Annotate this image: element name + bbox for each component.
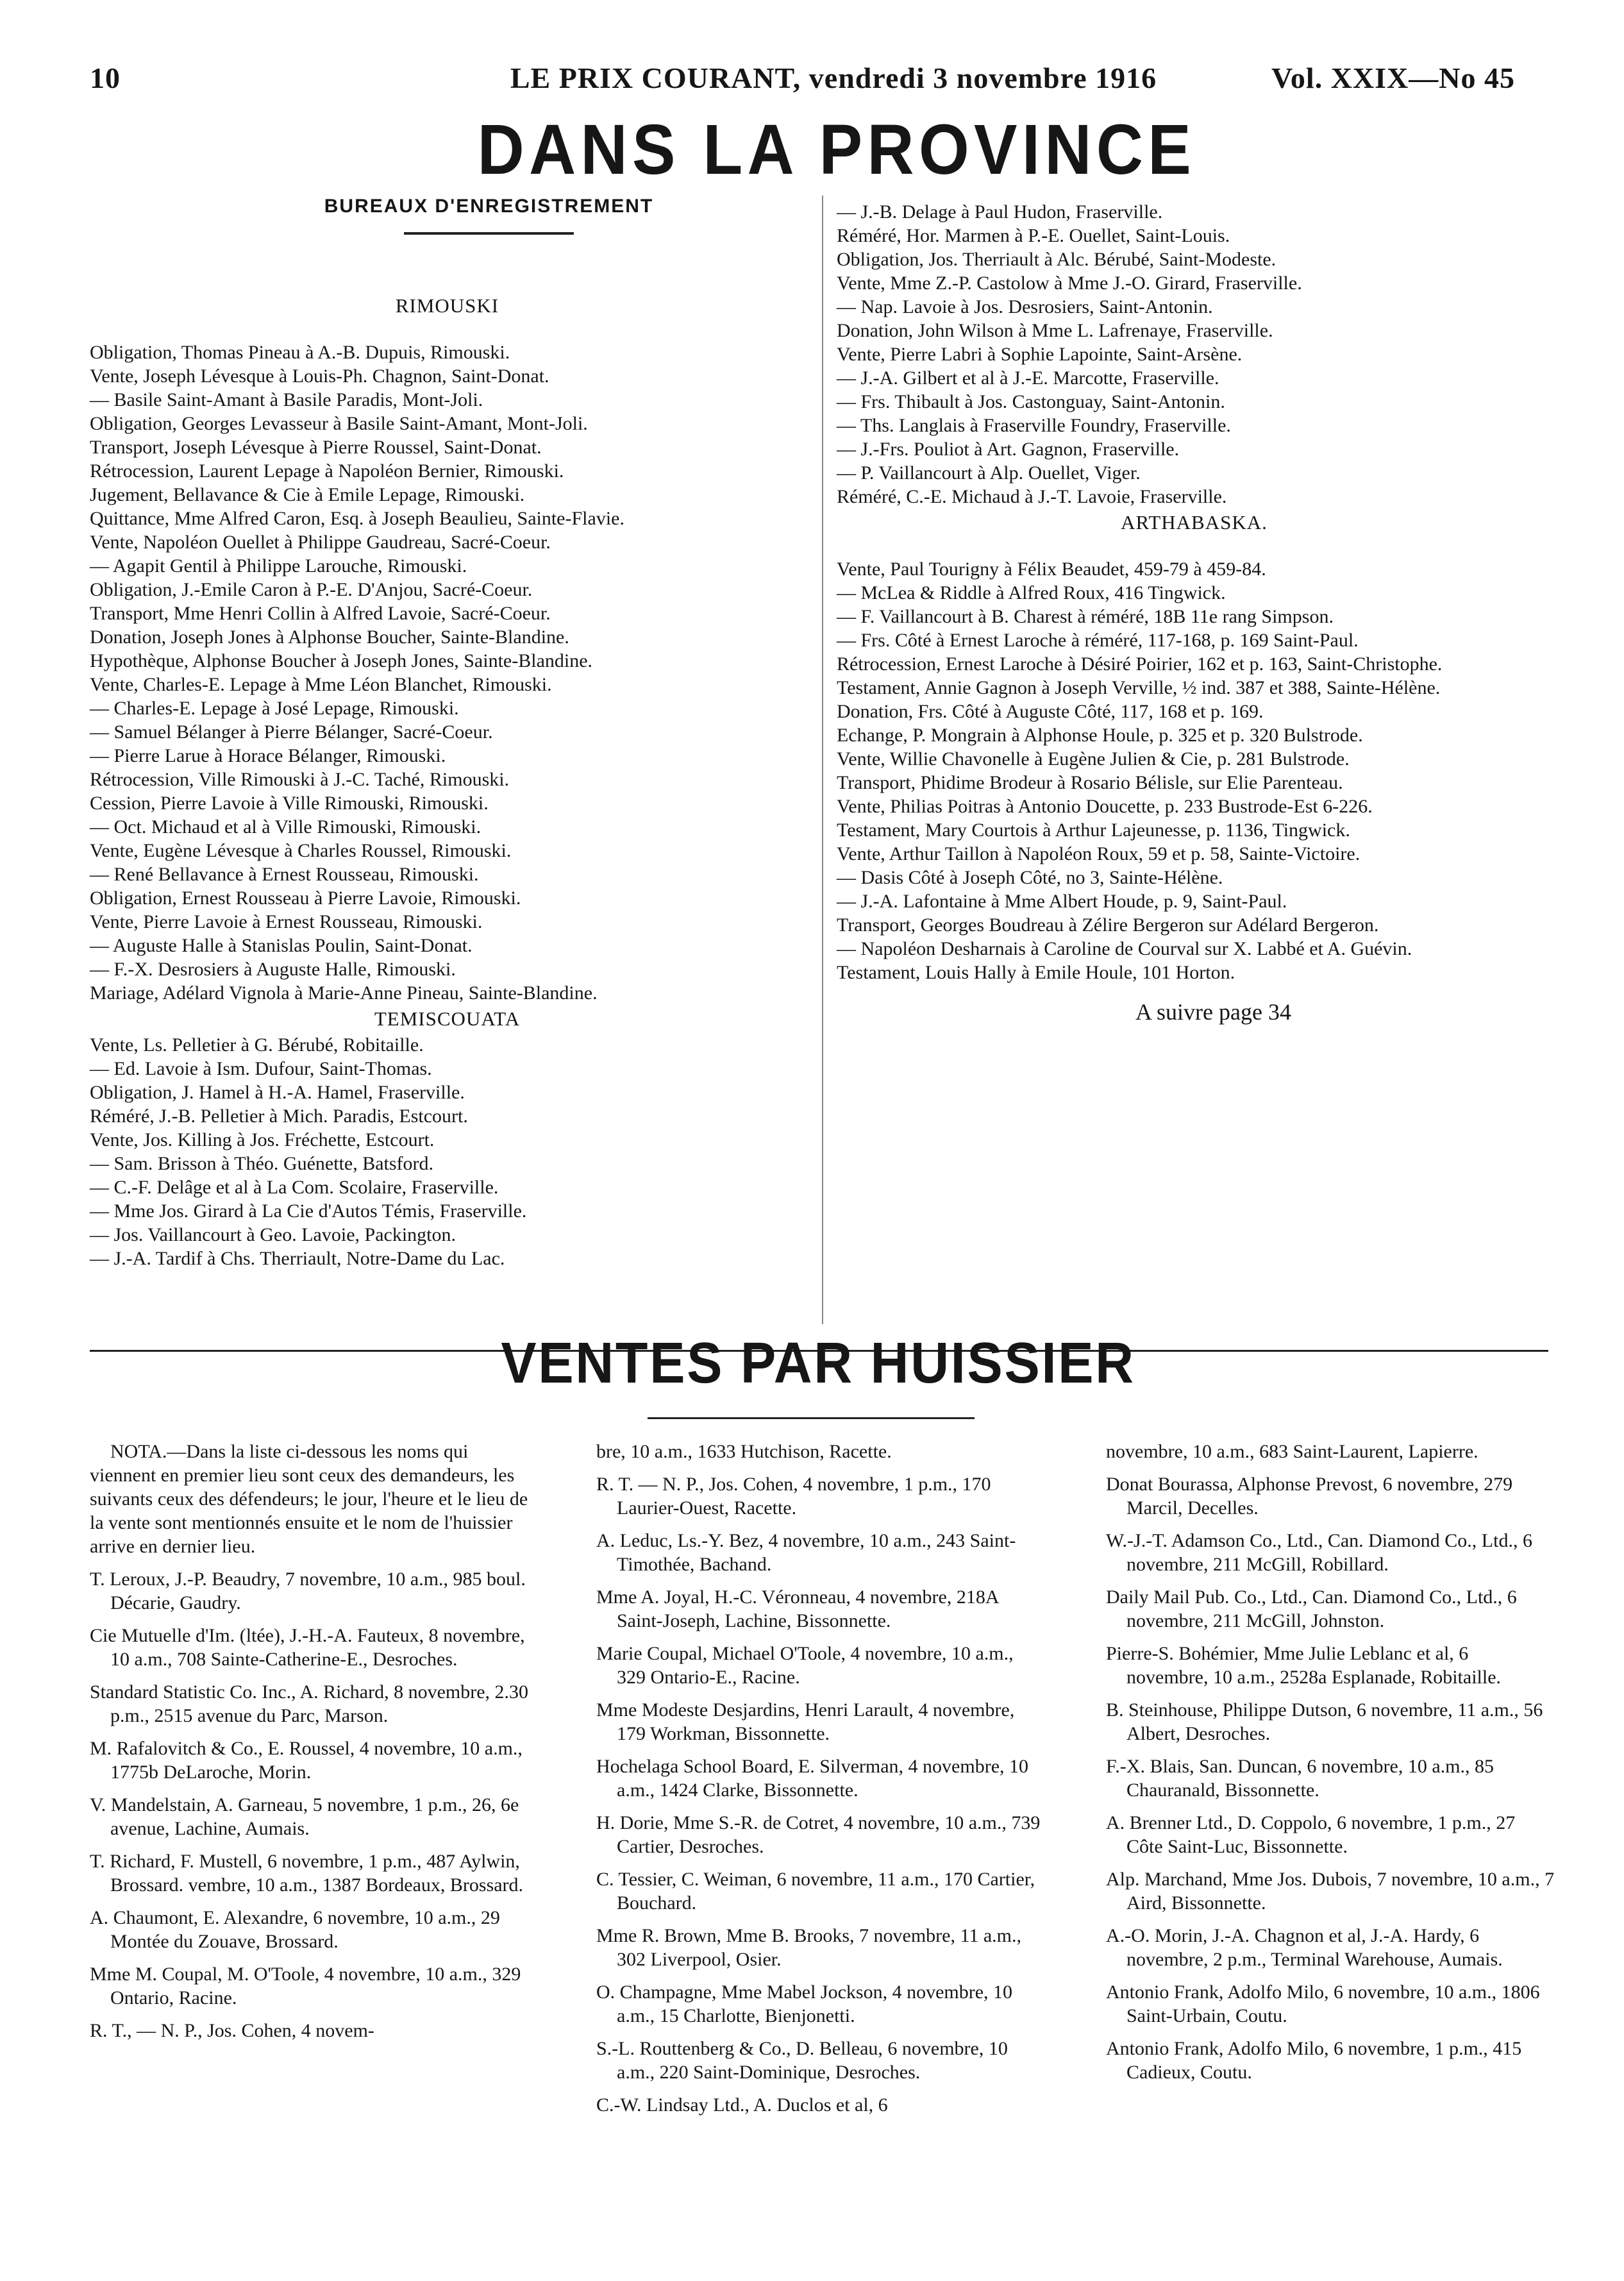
continued-notice: A suivre page 34: [1135, 999, 1291, 1025]
region-heading: TEMISCOUATA: [374, 1007, 521, 1030]
registry-entry: — Napoléon Desharnais à Caroline de Courval sur X. Labbé et A. Guévin.: [837, 938, 1412, 959]
registry-entry: Vente, Philias Poitras à Antonio Doucette, p. 233 Bustrode-Est 6-226.: [837, 796, 1373, 817]
registry-entry: Obligation, Ernest Rousseau à Pierre Lavoie, Rimouski.: [90, 888, 521, 909]
registry-entry: Transport, Mme Henri Collin à Alfred Lavoie, Sacré-Coeur.: [90, 603, 551, 624]
registry-entry: Hypothèque, Alphonse Boucher à Joseph Jones, Sainte-Blandine.: [90, 650, 593, 671]
registry-entry: — Charles-E. Lepage à José Lepage, Rimouski.: [90, 698, 459, 719]
ventes-title: VENTES PAR HUISSIER: [501, 1331, 1135, 1395]
sale-entry: Mme M. Coupal, M. O'Toole, 4 novembre, 10 a.m., 329 Ontario, Racine.: [90, 1964, 521, 2008]
registry-entry: — J.-Frs. Pouliot à Art. Gagnon, Fraserville.: [837, 439, 1180, 460]
registry-entry: Obligation, Georges Levasseur à Basile Saint-Amant, Mont-Joli.: [90, 413, 588, 434]
registry-entry: — René Bellavance à Ernest Rousseau, Rimouski.: [90, 864, 479, 885]
registry-entry: — Dasis Côté à Joseph Côté, no 3, Sainte-Hélène.: [837, 867, 1223, 888]
registry-entry: Testament, Louis Hally à Emile Houle, 101 Horton.: [837, 962, 1235, 983]
column-left: [90, 292, 805, 1270]
registry-entry: — Nap. Lavoie à Jos. Desrosiers, Saint-Antonin.: [837, 296, 1213, 317]
registry-entry: Echange, P. Mongrain à Alphonse Houle, p. 325 et p. 320 Bulstrode.: [837, 725, 1363, 746]
registry-entry: Vente, Arthur Taillon à Napoléon Roux, 59 et p. 58, Sainte-Victoire.: [837, 843, 1360, 864]
registry-entry: Vente, Charles-E. Lepage à Mme Léon Blanchet, Rimouski.: [90, 674, 552, 695]
registry-entry: Réméré, Hor. Marmen à P.-E. Ouellet, Saint-Louis.: [837, 225, 1230, 246]
registry-entry: Vente, Mme Z.-P. Castolow à Mme J.-O. Girard, Fraserville.: [837, 273, 1302, 294]
sale-entry: H. Dorie, Mme S.-R. de Cotret, 4 novembre, 10 a.m., 739 Cartier, Desroches.: [596, 1812, 1041, 1857]
registry-entry: — P. Vaillancourt à Alp. Ouellet, Viger.: [837, 462, 1141, 484]
sale-entry: Cie Mutuelle d'Im. (ltée), J.-H.-A. Fauteux, 8 novembre, 10 a.m., 708 Sainte-Catherine-E., Desroches.: [90, 1625, 525, 1670]
column-divider: [822, 196, 823, 1324]
sale-entry: Daily Mail Pub. Co., Ltd., Can. Diamond Co., Ltd., 6 novembre, 211 McGill, Johnston.: [1106, 1587, 1517, 1631]
sale-entry: Mme R. Brown, Mme B. Brooks, 7 novembre, 11 a.m., 302 Liverpool, Osier.: [596, 1925, 1022, 1970]
sale-entry: R. T., — N. P., Jos. Cohen, 4 novem-: [90, 2020, 374, 2041]
registry-entry: — Agapit Gentil à Philippe Larouche, Rimouski.: [90, 555, 467, 577]
registry-entry: Vente, Willie Chavonelle à Eugène Julien & Cie, p. 281 Bulstrode.: [837, 748, 1350, 770]
sale-entry: S.-L. Routtenberg & Co., D. Belleau, 6 novembre, 10 a.m., 220 Saint-Dominique, Desroches.: [596, 2038, 1008, 2083]
registry-entry: Transport, Joseph Lévesque à Pierre Roussel, Saint-Donat.: [90, 437, 542, 458]
ventes-column-3: [1106, 1440, 1555, 2093]
sale-entry: Marie Coupal, Michael O'Toole, 4 novembre, 10 a.m., 329 Ontario-E., Racine.: [596, 1643, 1014, 1688]
column-right: [837, 200, 1552, 1025]
registry-entry: Jugement, Bellavance & Cie à Emile Lepage, Rimouski.: [90, 484, 525, 505]
sale-entry: C.-W. Lindsay Ltd., A. Duclos et al, 6: [596, 2094, 888, 2116]
sale-entry: Alp. Marchand, Mme Jos. Dubois, 7 novembre, 10 a.m., 7 Aird, Bissonnette.: [1106, 1869, 1555, 1914]
sale-entry: A. Chaumont, E. Alexandre, 6 novembre, 10 a.m., 29 Montée du Zouave, Brossard.: [90, 1907, 500, 1952]
registry-entry: Transport, Georges Boudreau à Zélire Bergeron sur Adélard Bergeron.: [837, 914, 1379, 936]
registry-entry: — Oct. Michaud et al à Ville Rimouski, Rimouski.: [90, 816, 481, 837]
sale-entry: V. Mandelstain, A. Garneau, 5 novembre, 1 p.m., 26, 6e avenue, Lachine, Aumais.: [90, 1794, 519, 1839]
registry-entry: Testament, Mary Courtois à Arthur Lajeunesse, p. 1136, Tingwick.: [837, 820, 1350, 841]
volume-number: Vol. XXIX—No 45: [1271, 62, 1515, 94]
registry-entry: Vente, Eugène Lévesque à Charles Roussel, Rimouski.: [90, 840, 512, 861]
registry-entry: Rétrocession, Laurent Lepage à Napoléon Bernier, Rimouski.: [90, 460, 564, 482]
region-heading: RIMOUSKI: [395, 294, 499, 317]
registry-entry: Rétrocession, Ernest Laroche à Désiré Poirier, 162 et p. 163, Saint-Christophe.: [837, 653, 1443, 675]
sale-entry: Hochelaga School Board, E. Silverman, 4 novembre, 10 a.m., 1424 Clarke, Bissonnette.: [596, 1756, 1029, 1801]
registry-entry: — Ed. Lavoie à Ism. Dufour, Saint-Thomas.: [90, 1058, 432, 1079]
registry-entry: — F.-X. Desrosiers à Auguste Halle, Rimouski.: [90, 959, 456, 980]
registry-entry: Vente, Ls. Pelletier à G. Bérubé, Robitaille.: [90, 1034, 424, 1056]
registry-entry: Quittance, Mme Alfred Caron, Esq. à Joseph Beaulieu, Sainte-Flavie.: [90, 508, 624, 529]
registry-entry: — Pierre Larue à Horace Bélanger, Rimouski.: [90, 745, 446, 766]
spacer: [837, 537, 1552, 557]
registry-entry: Obligation, J.-Emile Caron à P.-E. D'Anjou, Sacré-Coeur.: [90, 579, 533, 600]
registry-entry: Vente, Napoléon Ouellet à Philippe Gaudreau, Sacré-Coeur.: [90, 532, 551, 553]
registry-entry: — Samuel Bélanger à Pierre Bélanger, Sacré-Coeur.: [90, 721, 493, 743]
sale-entry: Pierre-S. Bohémier, Mme Julie Leblanc et al, 6 novembre, 10 a.m., 2528a Esplanade, Robitaille.: [1106, 1643, 1502, 1688]
registry-entry: — F. Vaillancourt à B. Charest à réméré, 18B 11e rang Simpson.: [837, 606, 1334, 627]
registry-entry: Testament, Annie Gagnon à Joseph Verville, ½ ind. 387 et 388, Sainte-Hélène.: [837, 677, 1441, 698]
spacer: [90, 320, 805, 341]
registry-entry: — McLea & Riddle à Alfred Roux, 416 Tingwick.: [837, 582, 1226, 603]
registry-entry: — J.-A. Tardif à Chs. Therriault, Notre-Dame du Lac.: [90, 1248, 505, 1269]
registry-entry: — Basile Saint-Amant à Basile Paradis, Mont-Joli.: [90, 389, 483, 410]
sale-entry: Donat Bourassa, Alphonse Prevost, 6 novembre, 279 Marcil, Decelles.: [1106, 1474, 1513, 1519]
registry-entry: — Sam. Brisson à Théo. Guénette, Batsford.: [90, 1153, 434, 1174]
sale-entry: T. Richard, F. Mustell, 6 novembre, 1 p.m., 487 Aylwin, Brossard. vembre, 10 a.m., 1387 Bordeaux, Brossard.: [90, 1851, 524, 1896]
registry-entry: Obligation, J. Hamel à H.-A. Hamel, Fraserville.: [90, 1082, 465, 1103]
sale-entry: A. Brenner Ltd., D. Coppolo, 6 novembre, 1 p.m., 27 Côte Saint-Luc, Bissonnette.: [1106, 1812, 1516, 1857]
registry-entry: Réméré, C.-E. Michaud à J.-T. Lavoie, Fraserville.: [837, 486, 1227, 507]
registry-entry: — C.-F. Delâge et al à La Com. Scolaire, Fraserville.: [90, 1177, 499, 1198]
registry-entry: — Ths. Langlais à Fraserville Foundry, Fraserville.: [837, 415, 1231, 436]
registry-entry: Donation, Frs. Côté à Auguste Côté, 117, 168 et p. 169.: [837, 701, 1264, 722]
registry-entry: Cession, Pierre Lavoie à Ville Rimouski, Rimouski.: [90, 793, 489, 814]
registry-entry: Obligation, Jos. Therriault à Alc. Bérubé, Saint-Modeste.: [837, 249, 1277, 270]
sale-entry: F.-X. Blais, San. Duncan, 6 novembre, 10 a.m., 85 Chauranald, Bissonnette.: [1106, 1756, 1494, 1801]
registry-entry: — J.-A. Gilbert et al à J.-E. Marcotte, Fraserville.: [837, 367, 1219, 389]
registry-entry: — Frs. Côté à Ernest Laroche à réméré, 117-168, p. 169 Saint-Paul.: [837, 630, 1359, 651]
publication-header: LE PRIX COURANT, vendredi 3 novembre 1916: [510, 62, 1157, 94]
sale-entry: novembre, 10 a.m., 683 Saint-Laurent, Lapierre.: [1106, 1441, 1478, 1462]
registry-entry: Réméré, J.-B. Pelletier à Mich. Paradis, Estcourt.: [90, 1106, 468, 1127]
registry-entry: — Frs. Thibault à Jos. Castonguay, Saint-Antonin.: [837, 391, 1225, 412]
sale-entry: Antonio Frank, Adolfo Milo, 6 novembre, 10 a.m., 1806 Saint-Urbain, Coutu.: [1106, 1982, 1540, 2026]
sale-entry: B. Steinhouse, Philippe Dutson, 6 novembre, 11 a.m., 56 Albert, Desroches.: [1106, 1699, 1543, 1744]
registry-entry: — Auguste Halle à Stanislas Poulin, Saint-Donat.: [90, 935, 473, 956]
sale-entry: C. Tessier, C. Weiman, 6 novembre, 11 a.m., 170 Cartier, Bouchard.: [596, 1869, 1035, 1914]
registry-entry: Vente, Joseph Lévesque à Louis-Ph. Chagnon, Saint-Donat.: [90, 366, 549, 387]
page-number: 10: [90, 62, 121, 94]
registry-entry: — J.-A. Lafontaine à Mme Albert Houde, p. 9, Saint-Paul.: [837, 891, 1287, 912]
registry-entry: Donation, Joseph Jones à Alphonse Boucher, Sainte-Blandine.: [90, 627, 569, 648]
registry-entry: Obligation, Thomas Pineau à A.-B. Dupuis, Rimouski.: [90, 342, 510, 363]
sale-entry: M. Rafalovitch & Co., E. Roussel, 4 novembre, 10 a.m., 1775b DeLaroche, Morin.: [90, 1738, 523, 1783]
registry-entry: — Jos. Vaillancourt à Geo. Lavoie, Packington.: [90, 1224, 456, 1245]
registry-entry: Mariage, Adélard Vignola à Marie-Anne Pineau, Sainte-Blandine.: [90, 982, 598, 1004]
registry-entry: Vente, Jos. Killing à Jos. Fréchette, Estcourt.: [90, 1129, 435, 1150]
sale-entry: Antonio Frank, Adolfo Milo, 6 novembre, 1 p.m., 415 Cadieux, Coutu.: [1106, 2038, 1522, 2083]
subheading-rule: [404, 232, 574, 235]
sale-entry: A.-O. Morin, J.-A. Chagnon et al, J.-A. Hardy, 6 novembre, 2 p.m., Terminal Warehouse, Aumais.: [1106, 1925, 1503, 1970]
registry-entry: Vente, Pierre Lavoie à Ernest Rousseau, Rimouski.: [90, 911, 483, 932]
ventes-column-1: [90, 1440, 539, 2051]
nota-paragraph: NOTA.—Dans la liste ci-dessous les noms qui viennent en premier lieu sont ceux des demandeurs, les suivants ceux des défendeurs; le jour, l'heure et le lieu de la vente sont mentionnés ensuite et le nom de l'huissier arrive en dernier lieu.: [90, 1441, 528, 1557]
registry-entry: Vente, Pierre Labri à Sophie Lapointe, Saint-Arsène.: [837, 344, 1243, 365]
sale-entry: R. T. — N. P., Jos. Cohen, 4 novembre, 1 p.m., 170 Laurier-Ouest, Racette.: [596, 1474, 991, 1519]
section-subheading: BUREAUX D'ENREGISTREMENT: [324, 196, 654, 217]
sale-entry: Mme A. Joyal, H.-C. Véronneau, 4 novembre, 218A Saint-Joseph, Lachine, Bissonnette.: [596, 1587, 998, 1631]
sale-entry: Standard Statistic Co. Inc., A. Richard, 8 novembre, 2.30 p.m., 2515 avenue du Parc, Marson.: [90, 1681, 529, 1726]
registry-entry: Rétrocession, Ville Rimouski à J.-C. Taché, Rimouski.: [90, 769, 510, 790]
registry-entry: Transport, Phidime Brodeur à Rosario Bélisle, sur Elie Parenteau.: [837, 772, 1343, 793]
region-heading: ARTHABASKA.: [1121, 511, 1268, 534]
sale-entry: O. Champagne, Mme Mabel Jockson, 4 novembre, 10 a.m., 15 Charlotte, Bienjonetti.: [596, 1982, 1013, 2026]
registry-entry: Donation, John Wilson à Mme L. Lafrenaye, Fraserville.: [837, 320, 1273, 341]
registry-entry: — Mme Jos. Girard à La Cie d'Autos Témis, Fraserville.: [90, 1200, 527, 1222]
sale-entry: A. Leduc, Ls.-Y. Bez, 4 novembre, 10 a.m., 243 Saint-Timothée, Bachand.: [596, 1530, 1016, 1575]
sale-entry: bre, 10 a.m., 1633 Hutchison, Racette.: [596, 1441, 892, 1462]
main-title: DANS LA PROVINCE: [477, 110, 1196, 189]
sale-entry: T. Leroux, J.-P. Beaudry, 7 novembre, 10 a.m., 985 boul. Décarie, Gaudry.: [90, 1569, 526, 1613]
sale-entry: W.-J.-T. Adamson Co., Ltd., Can. Diamond Co., Ltd., 6 novembre, 211 McGill, Robillard.: [1106, 1530, 1532, 1575]
registry-entry: Vente, Paul Tourigny à Félix Beaudet, 459-79 à 459-84.: [837, 559, 1266, 580]
section-rule-bottom: [648, 1417, 975, 1419]
registry-entry: — J.-B. Delage à Paul Hudon, Fraserville.: [837, 201, 1163, 223]
sale-entry: Mme Modeste Desjardins, Henri Larault, 4 novembre, 179 Workman, Bissonnette.: [596, 1699, 1015, 1744]
ventes-column-2: [596, 1440, 1045, 2126]
